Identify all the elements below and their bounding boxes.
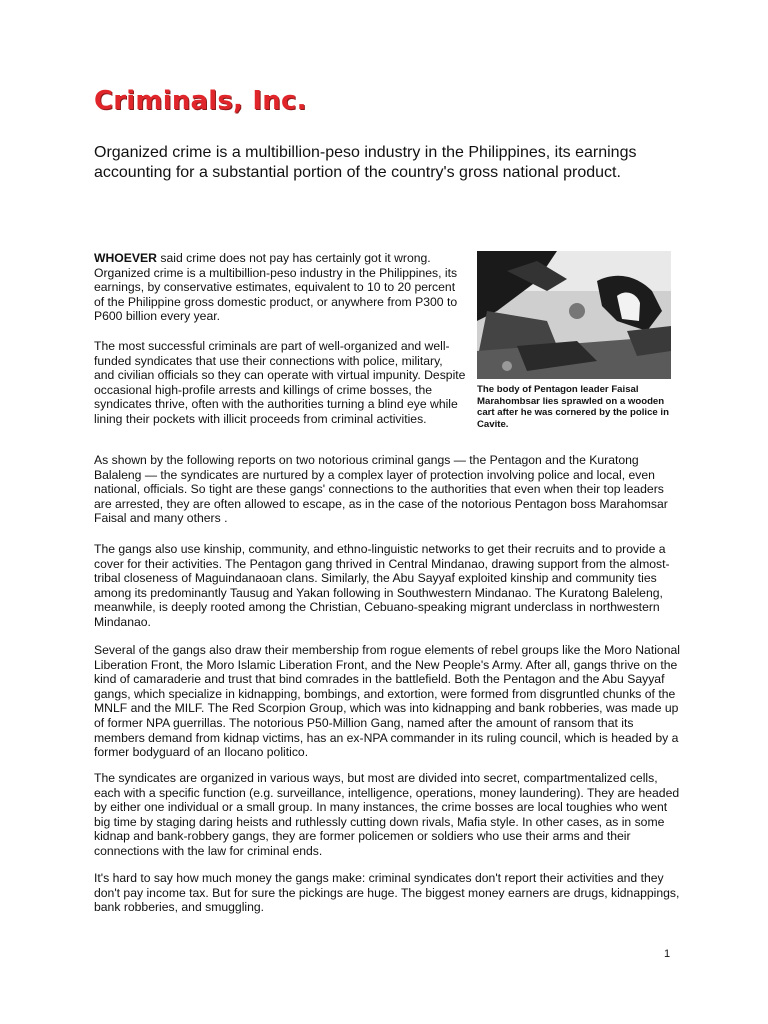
paragraph-3: As shown by the following reports on two notorious criminal gangs — the Pentagon and the Kuratong Balaleng — the syndicates are nurtured by a complex layer of protection involving police and local, even national, officials. So tight are these gangs' connections to the authorities that even when their top leaders are arrested, they are often allowed to escape, as in the case of the notorious Pentagon boss Marahomsar Faisal and many others . (94, 453, 668, 526)
paragraph-5: Several of the gangs also draw their membership from rogue elements of rebel groups like the Moro National Liberation Front, the Moro Islamic Liberation Front, and the New People's Army. After all, gangs thrive on the kind of camaraderie and trust that bind comrades in the battlefield. Both the Pentagon and the Abu Sayyaf gangs, which specialize in kidnapping, bombings, and extortion, were formed from disgruntled chunks of the MNLF and the MILF. The Red Scorpion Group, which was into kidnapping and bank robberies, was made up of former NPA guerrillas. The notorious P50-Million Gang, named after the amount of ransom that its members demand from kidnap victims, has an ex-NPA commander in its ruling council, which is headed by a former bodyguard of an Ilocano politico. (94, 643, 680, 760)
article-photo (477, 251, 671, 379)
photo-caption: The body of Pentagon leader Faisal Marahombsar lies sprawled on a wooden cart after he was cornered by the police in Cavite. (477, 384, 669, 430)
paragraph-1-text: said crime does not pay has certainly got it wrong. Organized crime is a multibillion-peso industry in the Philippines, its earnings, by conservative estimates, equivalent to 10 to 20 percent of the Philippine gross domestic product, or anywhere from P300 to P600 billion every year. (94, 251, 458, 324)
page-number: 1 (664, 948, 671, 960)
article-lead: Organized crime is a multibillion-peso industry in the Philippines, its earnings accounting for a substantial portion of the country's gross national product. (94, 144, 637, 181)
paragraph-7: It's hard to say how much money the gangs make: criminal syndicates don't report their activities and they don't pay income tax. But for sure the pickings are huge. The biggest money earners are drugs, kidnappings, bank robberies, and smuggling. (94, 871, 680, 915)
article-title: Criminals, Inc. (94, 86, 307, 116)
paragraph-6: The syndicates are organized in various ways, but most are divided into secret, compartmentalized cells, each with a specific function (e.g. surveillance, intelligence, operations, money laundering). They are headed by either one individual or a small group. In many instances, the crime bosses are local toughies who went big time by staging daring heists and ruthlessly cutting down rivals, Mafia style. In other cases, as in some kidnap and bank-robbery gangs, they are former policemen or soldiers who use their arms and their connections with the law for criminal ends. (94, 771, 680, 858)
paragraph-4: The gangs also use kinship, community, and ethno-linguistic networks to get their recruits and to provide a cover for their activities. The Pentagon gang thrived in Central Mindanao, drawing support from the almost-tribal closeness of Maguindanaoan clans. Similarly, the Abu Sayyaf exploited kinship and community ties among its predominantly Tausug and Yakan following in Southwestern Mindanao. The Kuratong Baleleng, meanwhile, is deeply rooted among the Christian, Cebuano-speaking migrant underclass in northwestern Mindanao. (94, 542, 670, 629)
paragraph-2: The most successful criminals are part of well-organized and well-funded syndicates that use their connections with police, military, and civilian officials so they can operate with virtual impunity. Despite occasional high-profile arrests and killings of crime bosses, the syndicates thrive, often with the authorities turning a blind eye while lining their pockets with illicit proceeds from criminal activities. (94, 339, 466, 426)
photo-illustration (477, 251, 671, 379)
paragraph-1 (94, 251, 466, 324)
paragraph-1-lead-word: WHOEVER (94, 251, 157, 265)
